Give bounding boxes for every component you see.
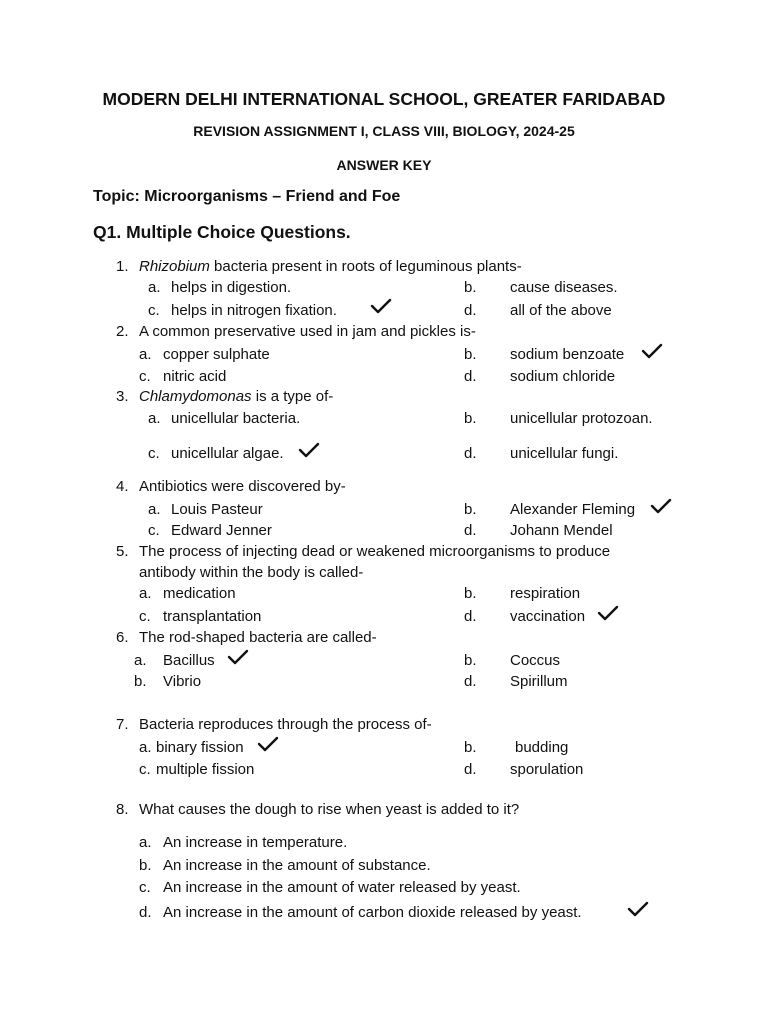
option-text: unicellular fungi. xyxy=(510,445,619,462)
question-number: 2. xyxy=(116,323,129,340)
question-number: 8. xyxy=(116,801,129,818)
option-letter: a. xyxy=(148,501,161,518)
option-letter: c. xyxy=(148,522,160,539)
question-stem: What causes the dough to rise when yeast is added to it? xyxy=(139,801,520,818)
option-text: Vibrio xyxy=(163,673,202,690)
check-mark-icon xyxy=(257,736,279,752)
option-text: helps in digestion. xyxy=(171,279,292,296)
option-text: copper sulphate xyxy=(163,346,270,363)
option-letter: c. xyxy=(139,761,151,778)
option-letter: d. xyxy=(464,445,477,462)
option-text: unicellular protozoan. xyxy=(510,410,653,427)
option-text: cause diseases. xyxy=(510,279,618,296)
option-letter: b. xyxy=(464,739,477,756)
check-mark-icon xyxy=(641,343,663,359)
option-text: sodium benzoate xyxy=(510,346,625,363)
option-letter: d. xyxy=(464,522,477,539)
option-text: budding xyxy=(515,739,569,756)
question-stem: Chlamydomonas is a type of- xyxy=(139,388,334,405)
section-title: Q1. Multiple Choice Questions. xyxy=(93,222,351,242)
option-letter: b. xyxy=(139,857,152,874)
option-text: sodium chloride xyxy=(510,368,616,385)
option-text: multiple fission xyxy=(156,761,255,778)
option-text: Coccus xyxy=(510,652,561,669)
option-text: An increase in the amount of substance. xyxy=(163,857,431,874)
option-letter: a. xyxy=(139,739,152,756)
option-letter: d. xyxy=(464,608,477,625)
check-mark-icon xyxy=(597,605,619,621)
option-letter: c. xyxy=(139,879,151,896)
option-letter: a. xyxy=(148,410,161,427)
option-letter: d. xyxy=(464,368,477,385)
option-letter: a. xyxy=(139,834,152,851)
option-letter: d. xyxy=(464,761,477,778)
option-text: sporulation xyxy=(510,761,584,778)
question-number: 3. xyxy=(116,388,129,405)
question-stem: The rod-shaped bacteria are called- xyxy=(139,629,377,646)
question-stem-continued: antibody within the body is called- xyxy=(139,564,364,581)
option-letter: c. xyxy=(148,445,160,462)
option-text: all of the above xyxy=(510,302,612,319)
question-number: 6. xyxy=(116,629,129,646)
option-text: An increase in temperature. xyxy=(163,834,348,851)
check-mark-icon xyxy=(370,298,392,314)
question-stem: Antibiotics were discovered by- xyxy=(139,478,346,495)
option-letter: d. xyxy=(464,673,477,690)
option-letter: b. xyxy=(464,410,477,427)
option-letter: a. xyxy=(148,279,161,296)
question-stem: A common preservative used in jam and pickles is- xyxy=(139,323,476,340)
option-letter: d. xyxy=(139,904,152,921)
option-text: Johann Mendel xyxy=(510,522,613,539)
option-letter: a. xyxy=(134,652,147,669)
option-letter: d. xyxy=(464,302,477,319)
option-letter: b. xyxy=(134,673,147,690)
question-number: 5. xyxy=(116,543,129,560)
topic-heading: Topic: Microorganisms – Friend and Foe xyxy=(93,188,401,205)
option-text: Spirillum xyxy=(510,673,568,690)
option-text: vaccination xyxy=(510,608,586,625)
check-mark-icon xyxy=(650,498,672,514)
answer-key-label: ANSWER KEY xyxy=(336,157,432,173)
option-letter: b. xyxy=(464,652,477,669)
question-number: 4. xyxy=(116,478,129,495)
question-stem: The process of injecting dead or weakened microorganisms to produce xyxy=(139,543,611,560)
option-text: nitric acid xyxy=(163,368,227,385)
option-text: Louis Pasteur xyxy=(171,501,263,518)
option-text: An increase in the amount of water released by yeast. xyxy=(163,879,521,896)
option-text: helps in nitrogen fixation. xyxy=(171,302,337,319)
option-text: unicellular algae. xyxy=(171,445,284,462)
option-letter: b. xyxy=(464,346,477,363)
option-letter: a. xyxy=(139,346,152,363)
option-text: unicellular bacteria. xyxy=(171,410,301,427)
assignment-title: REVISION ASSIGNMENT I, CLASS VIII, BIOLOGY, 2024-25 xyxy=(193,123,575,139)
option-text: Alexander Fleming xyxy=(510,501,636,518)
option-letter: c. xyxy=(139,368,151,385)
check-mark-icon xyxy=(227,649,249,665)
option-text: Edward Jenner xyxy=(171,522,272,539)
check-mark-icon xyxy=(627,901,649,917)
question-stem: Rhizobium bacteria present in roots of leguminous plants- xyxy=(139,258,522,275)
option-text: medication xyxy=(163,585,236,602)
option-letter: c. xyxy=(139,608,151,625)
option-text: transplantation xyxy=(163,608,262,625)
option-text: Bacillus xyxy=(163,652,215,669)
option-letter: b. xyxy=(464,279,477,296)
check-mark-icon xyxy=(298,442,320,458)
school-name: MODERN DELHI INTERNATIONAL SCHOOL, GREATER FARIDABAD xyxy=(102,89,666,109)
question-stem: Bacteria reproduces through the process of- xyxy=(139,716,432,733)
option-text: binary fission xyxy=(156,739,244,756)
option-letter: b. xyxy=(464,585,477,602)
question-number: 7. xyxy=(116,716,129,733)
option-text: An increase in the amount of carbon dioxide released by yeast. xyxy=(163,904,582,921)
option-text: respiration xyxy=(510,585,581,602)
option-letter: b. xyxy=(464,501,477,518)
option-letter: a. xyxy=(139,585,152,602)
question-number: 1. xyxy=(116,258,129,275)
option-letter: c. xyxy=(148,302,160,319)
